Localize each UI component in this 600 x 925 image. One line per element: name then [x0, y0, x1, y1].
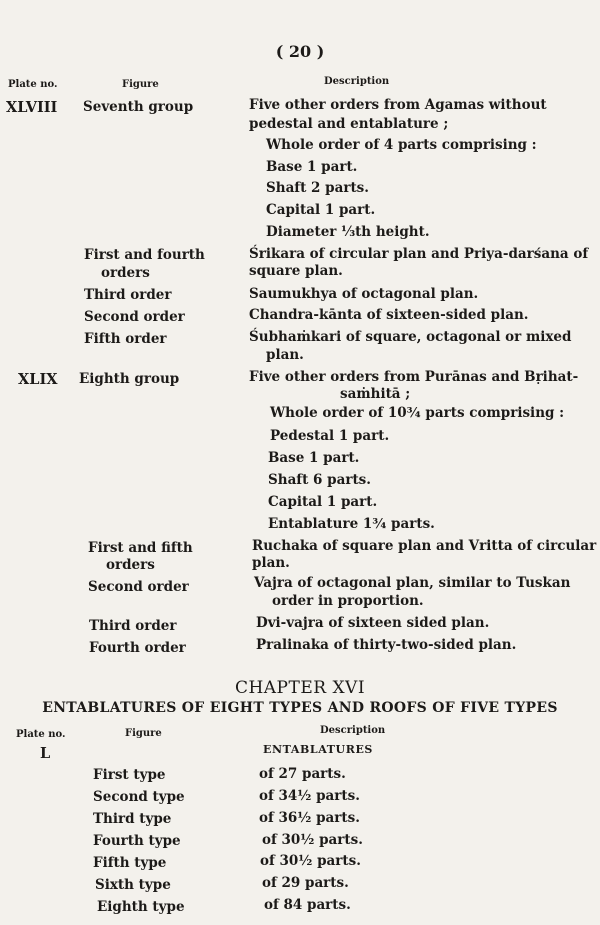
figure-cell: Seventh group	[83, 99, 194, 115]
figure-cell: Third order	[89, 618, 177, 634]
type-figure: Sixth type	[95, 877, 171, 893]
description-line: Shaft 6 parts.	[268, 472, 371, 488]
type-figure: First type	[93, 767, 166, 783]
header-figure: Figure	[122, 79, 159, 90]
header-description: Description	[324, 76, 390, 87]
description-line: Pedestal 1 part.	[270, 428, 390, 444]
type-description: of 30½ parts.	[260, 853, 361, 869]
figure-cell: Fifth order	[84, 331, 167, 347]
description-line: pedestal and entablature ;	[249, 116, 449, 132]
figure-cell: First and fifth	[88, 540, 193, 556]
chapter-title: CHAPTER XVI	[234, 678, 366, 698]
figure-cell: Second order	[84, 309, 185, 325]
type-description: of 34½ parts.	[259, 788, 360, 804]
description-line: Whole order of 4 parts comprising :	[266, 137, 537, 153]
figure-cell: orders	[106, 557, 155, 573]
description-line: saṁhitā ;	[340, 386, 411, 402]
description-line: square plan.	[249, 263, 343, 279]
description-line: Diameter ⅓th height.	[266, 224, 430, 240]
plate-number: XLVIII	[6, 99, 58, 116]
description-line: Capital 1 part.	[266, 202, 376, 218]
description-line: order in proportion.	[272, 593, 424, 609]
description-line: Base 1 part.	[266, 159, 358, 175]
description-line: Entablature 1¾ parts.	[268, 516, 435, 532]
description-line: Capital 1 part.	[268, 494, 378, 510]
description-line: Śubhaṁkari of square, octagonal or mixed	[249, 329, 572, 345]
figure-cell: Second order	[88, 579, 189, 595]
description-line: Chandra-kānta of sixteen-sided plan.	[249, 307, 529, 323]
section-label: ENTABLATURES	[263, 743, 373, 756]
figure-cell: Eighth group	[79, 371, 180, 387]
type-description: of 27 parts.	[259, 766, 346, 782]
type-figure: Second type	[93, 789, 185, 805]
type-description: of 30½ parts.	[262, 832, 363, 848]
description-line: plan.	[252, 555, 290, 571]
type-figure: Fifth type	[93, 855, 167, 871]
header-figure: Figure	[125, 728, 162, 739]
type-figure: Fourth type	[93, 833, 181, 849]
plate-number: XLIX	[18, 371, 58, 388]
figure-cell: Fourth order	[89, 640, 186, 656]
header-plate-no: Plate no.	[16, 729, 66, 740]
description-line: Vajra of octagonal plan, similar to Tuskan	[254, 575, 571, 591]
description-line: Five other orders from Agamas without	[249, 97, 547, 113]
type-figure: Third type	[93, 811, 172, 827]
description-line: Whole order of 10¾ parts comprising :	[270, 405, 565, 421]
description-line: plan.	[266, 347, 304, 363]
description-line: Base 1 part.	[268, 450, 360, 466]
description-line: Five other orders from Purānas and Bṛihat-	[249, 369, 579, 385]
header-plate-no: Plate no.	[8, 79, 58, 90]
plate-number: L	[40, 745, 51, 762]
description-line: Shaft 2 parts.	[266, 180, 369, 196]
type-figure: Eighth type	[97, 899, 185, 915]
chapter-subtitle: ENTABLATURES OF EIGHT TYPES AND ROOFS OF FIVE TYPES	[42, 700, 558, 716]
description-line: Śrikara of circular plan and Priya-darśana of	[249, 246, 589, 262]
type-description: of 29 parts.	[262, 875, 349, 891]
figure-cell: Third order	[84, 287, 172, 303]
figure-cell: orders	[101, 265, 150, 281]
type-description: of 84 parts.	[264, 897, 351, 913]
description-line: Ruchaka of square plan and Vritta of circular	[252, 538, 597, 554]
description-line: Dvi-vajra of sixteen sided plan.	[256, 615, 490, 631]
description-line: Pralinaka of thirty-two-sided plan.	[256, 637, 517, 653]
header-description: Description	[320, 725, 386, 736]
description-line: Saumukhya of octagonal plan.	[249, 286, 479, 302]
page-number: ( 20 )	[275, 42, 325, 61]
figure-cell: First and fourth	[84, 247, 205, 263]
type-description: of 36½ parts.	[259, 810, 360, 826]
